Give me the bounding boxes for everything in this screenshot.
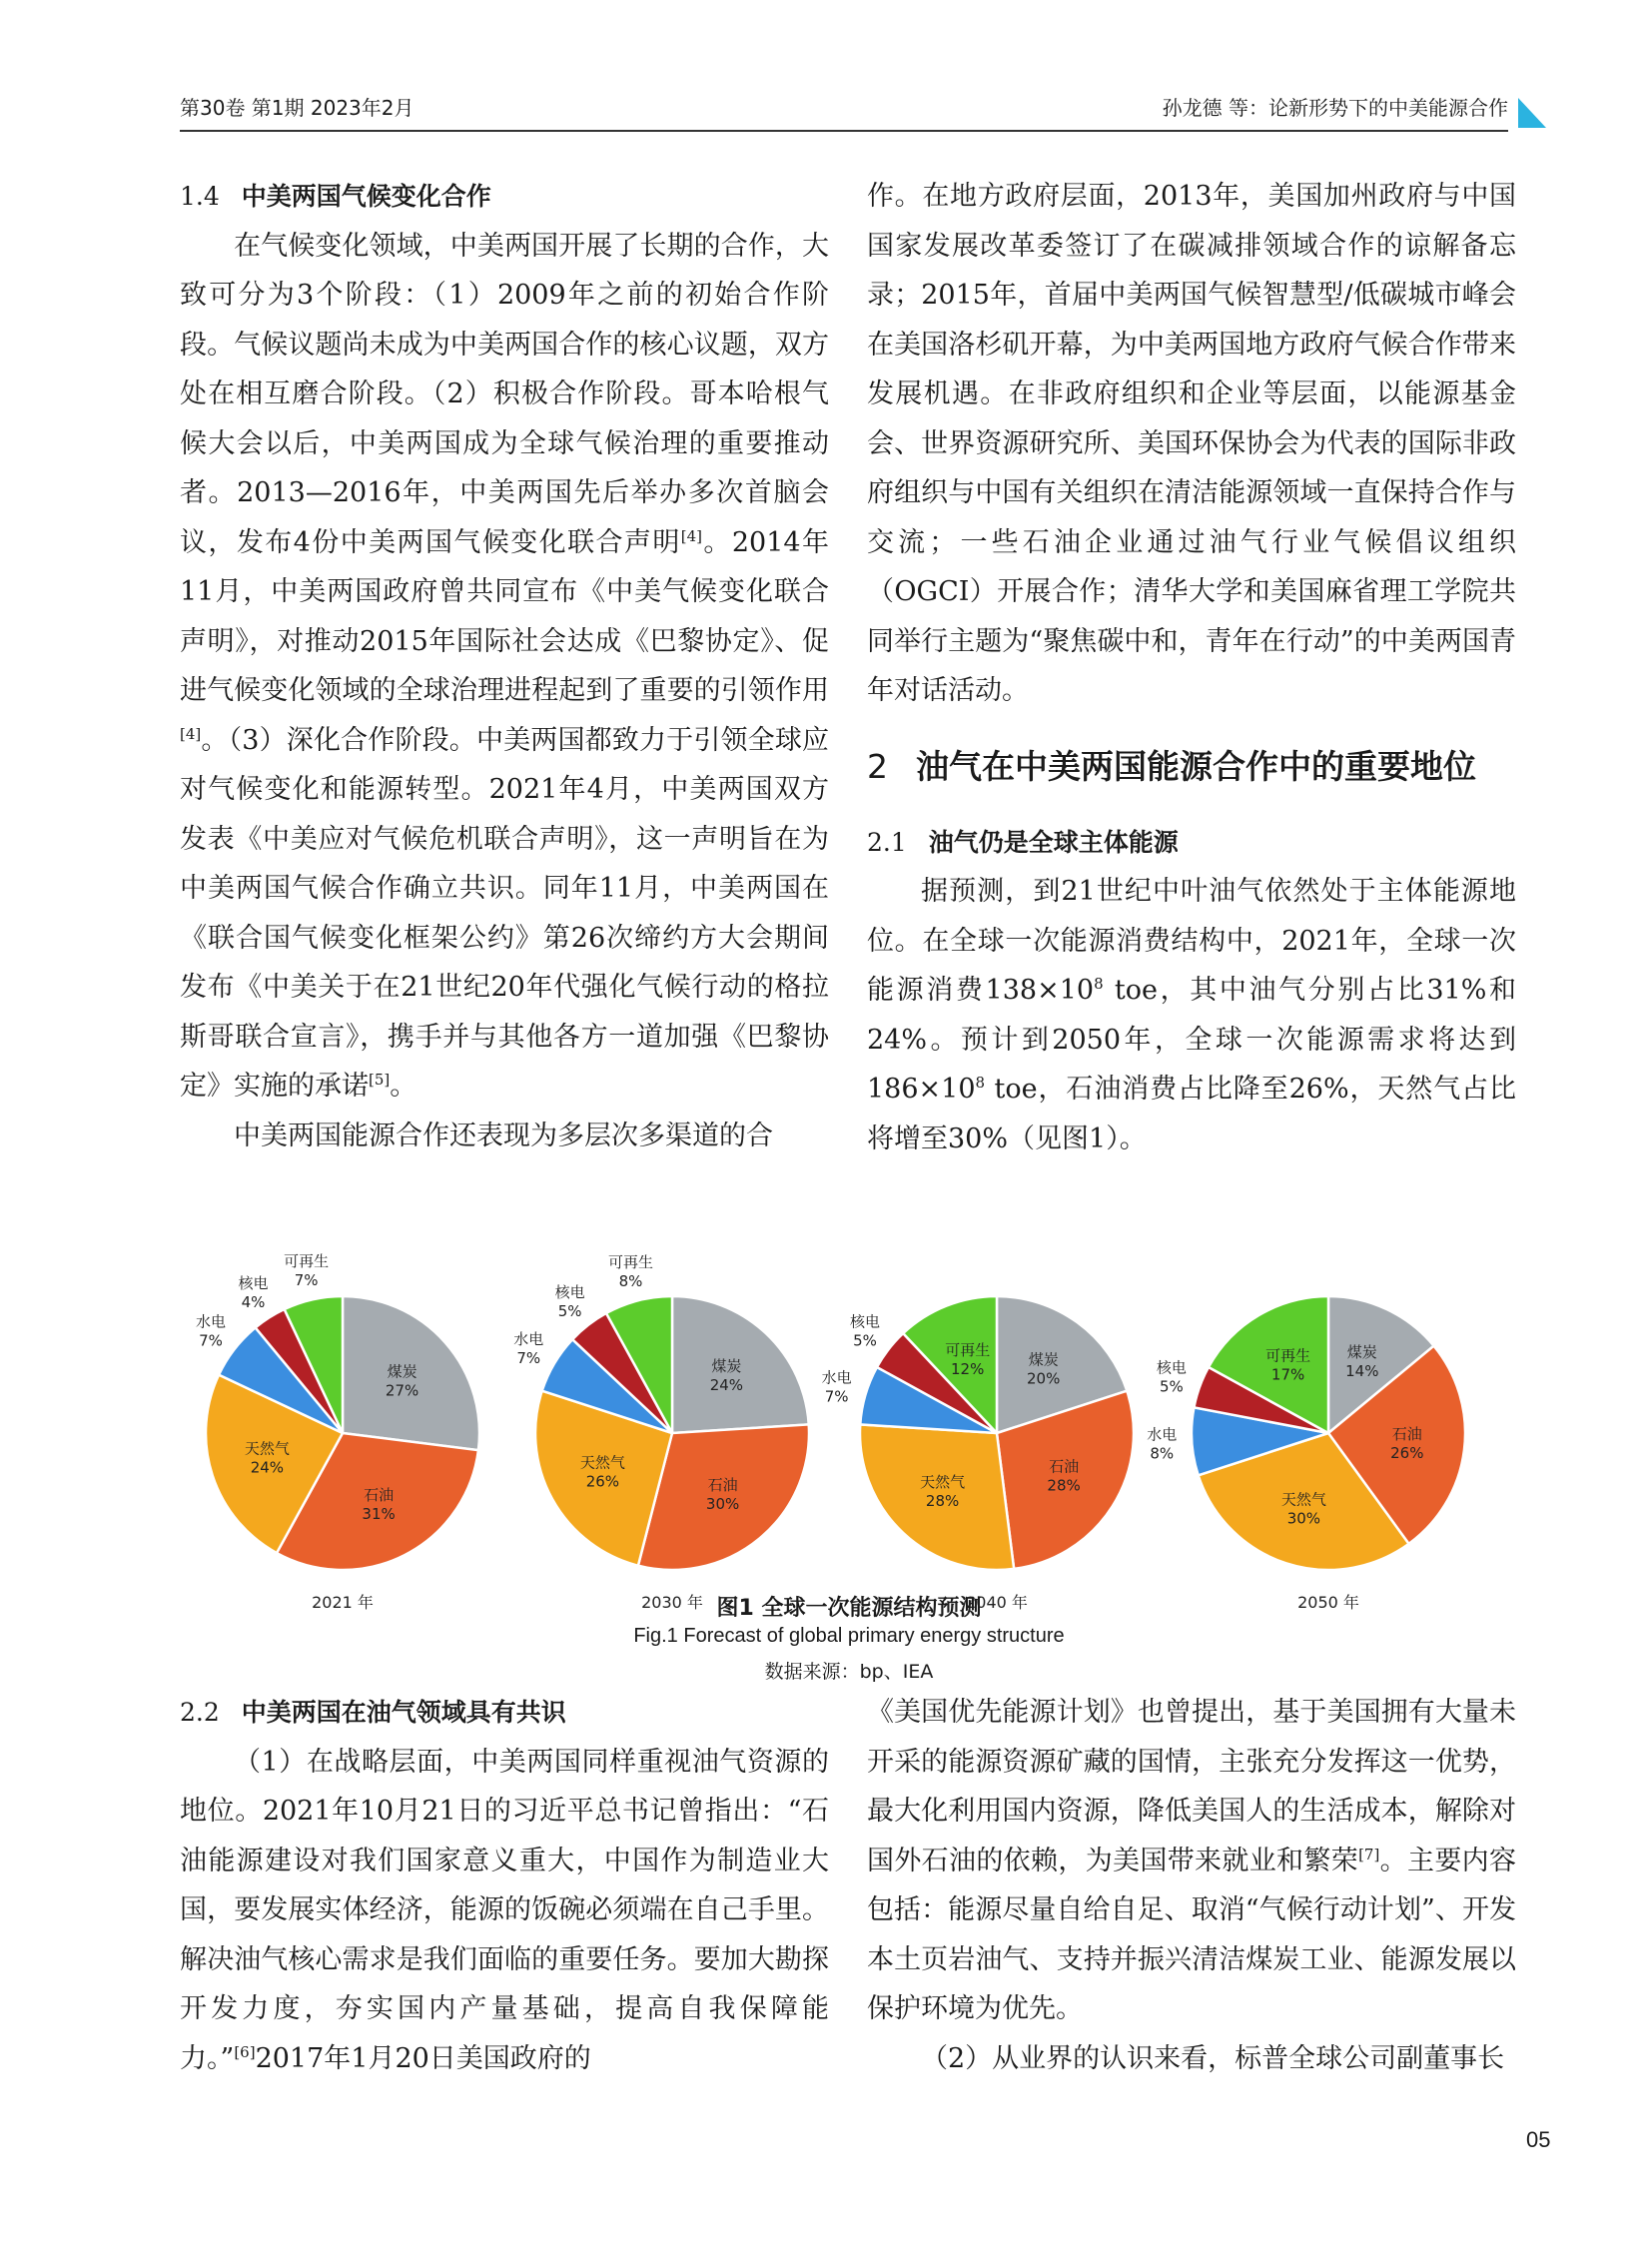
- citation[interactable]: [7]: [1358, 1845, 1380, 1864]
- section-title: 中美两国在油气领域具有共识: [241, 1698, 566, 1727]
- article-running-title: 孙龙德 等：论新形势下的中美能源合作: [1162, 96, 1508, 120]
- pie-chart: [513, 1253, 809, 1612]
- slice-label: 水电 7%: [195, 1312, 227, 1350]
- slice-label: 天然气 24%: [244, 1439, 290, 1477]
- slice-label: 核电 5%: [1156, 1358, 1187, 1396]
- right-column-bottom: [867, 1688, 1516, 2083]
- slice-label: 天然气 26%: [579, 1453, 625, 1491]
- page-number: 05: [1526, 2127, 1551, 2152]
- slice-label: 煤炭 14%: [1345, 1343, 1379, 1381]
- year-label: 2050 年: [1297, 1593, 1359, 1612]
- slice-label: 天然气 28%: [920, 1472, 966, 1510]
- slice-label: 天然气 30%: [1280, 1490, 1326, 1528]
- exponent: 8: [975, 1074, 986, 1092]
- year-label: 2021 年: [312, 1593, 374, 1612]
- citation[interactable]: [5]: [369, 1071, 391, 1089]
- section-2-2-heading: [180, 1688, 829, 1738]
- citation[interactable]: [6]: [234, 2042, 256, 2061]
- slice-label: 石油 30%: [705, 1476, 740, 1514]
- section-2-heading: [867, 742, 1516, 792]
- paragraph: 中美两国能源合作还表现为多层次多渠道的合: [234, 1120, 773, 1151]
- slice-label: 煤炭 27%: [385, 1362, 419, 1400]
- header-corner-triangle: [1518, 98, 1546, 128]
- exponent: 8: [1094, 975, 1104, 993]
- section-number: 2: [867, 746, 888, 786]
- slice-label: 水电 8%: [1147, 1425, 1178, 1463]
- paragraph: 《美国优先能源计划》也曾提出，基于美国拥有大量未开采的能源资源矿藏的国情，主张充分发挥这一优势，最大化利用国内资源，降低美国人的生活成本，解除对国外石油的依赖，为美国带来就业和繁荣[7]。主要内容包括：能源尽量自给自足、取消“气候行动计划”、开发本土页岩油气、支持并振兴清洁煤炭工业、能源发展以保护环境为优先。: [867, 1697, 1517, 2024]
- left-column-top: [180, 172, 829, 1160]
- section-title: 中美两国气候变化合作: [241, 182, 491, 211]
- slice-label: 可再生 12%: [945, 1341, 991, 1379]
- slice-label: 水电 7%: [821, 1368, 852, 1406]
- slice-label: 石油 31%: [362, 1485, 396, 1523]
- left-column-bottom: [180, 1688, 829, 2083]
- running-header: [180, 86, 1508, 132]
- paragraph: 作。在地方政府层面，2013年，美国加州政府与中国国家发展改革委签订了在碳减排领域合作的谅解备忘录；2015年，首届中美两国气候智慧型/低碳城市峰会在美国洛杉矶开幕，为中美两国地方政府气候合作带来发展机遇。在非政府组织和企业等层面，以能源基金会、世界资源研究所、美国环保协会为代表的国际非政府组织与中国有关组织在清洁能源领域一直保持合作与交流；一些石油企业通过油气行业气候倡议组织（OGCI）开展合作；清华大学和美国麻省理工学院共同举行主题为“聚焦碳中和，青年在行动”的中美两国青年对话活动。: [867, 181, 1516, 706]
- slice-label: 石油 26%: [1390, 1425, 1424, 1462]
- paragraph: （2）从业界的认识来看，标普全球公司副董事长: [921, 2042, 1505, 2074]
- section-1-4-heading: [180, 172, 829, 222]
- year-label: 2030 年: [641, 1593, 703, 1612]
- pie-chart: [196, 1252, 479, 1612]
- slice-label: 石油 28%: [1047, 1457, 1081, 1495]
- section-2-1-heading: [867, 818, 1516, 868]
- slice-label: 煤炭 24%: [709, 1357, 744, 1395]
- section-number: 2.1: [867, 827, 907, 857]
- slice-label: 核电 4%: [238, 1274, 269, 1311]
- right-column-top: [867, 172, 1516, 1163]
- slice-label: 煤炭 20%: [1027, 1350, 1061, 1388]
- section-title: 油气仍是全球主体能源: [928, 827, 1179, 857]
- pie-chart: [1147, 1296, 1465, 1612]
- slice-label: 核电 5%: [849, 1312, 881, 1350]
- year-label: 2040 年: [966, 1593, 1028, 1612]
- figure-caption-en: Fig.1 Forecast of global primary energy structure: [633, 1625, 1065, 1647]
- slice-label: 水电 7%: [513, 1330, 544, 1367]
- figure-caption-cn: 图1 全球一次能源结构预测: [716, 1596, 982, 1621]
- section-number: 2.2: [180, 1698, 220, 1727]
- figure-source: 数据来源：bp、IEA: [764, 1661, 934, 1683]
- section-number: 1.4: [180, 182, 220, 211]
- citation[interactable]: [4]: [180, 724, 202, 743]
- slice-label: 可再生 7%: [284, 1252, 330, 1289]
- section-title: 油气在中美两国能源合作中的重要地位: [916, 746, 1476, 786]
- slice-label: 可再生 8%: [607, 1253, 654, 1291]
- pie-chart: [822, 1296, 1134, 1612]
- slice-label: 可再生 17%: [1265, 1346, 1311, 1384]
- paragraph: 据预测，到21世纪中叶油气依然处于主体能源地位。在全球一次能源消费结构中，2021年，全球一次能源消费$138\times 10^8$ toe，其中油气分别占比31%和24%。预计到2050年，全球一次能源需求将达到$186\times 10^8$ toe，石油消费占比降至26%，天然气占比将增至30%（见图1）。: [867, 876, 1516, 1154]
- paragraph: （1）在战略层面，中美两国同样重视油气资源的地位。2021年10月21日的习近平总书记曾指出：“石油能源建设对我们国家意义重大，中国作为制造业大国，要发展实体经济，能源的饭碗必须端在自己手里。解决油气核心需求是我们面临的重要任务。要加大勘探开发力度，夯实国内产量基础，提高自我保障能力。”[6]2017年1月20日美国政府的: [180, 1746, 829, 2074]
- citation[interactable]: [4]: [680, 526, 703, 545]
- slice-label: 核电 5%: [554, 1283, 585, 1320]
- paragraph: 在气候变化领域，中美两国开展了长期的合作，大致可分为3个阶段：（1）2009年之前的初始合作阶段。气候议题尚未成为中美两国合作的核心议题，双方处在相互磨合阶段。（2）积极合作阶段。哥本哈根气候大会以后，中美两国成为全球气候治理的重要推动者。2013—2016年，中美两国先后举办多次首脑会议，发布4份中美两国气候变化联合声明[4]。2014年11月，中美两国政府曾共同宣布《中美气候变化联合声明》，对推动2015年国际社会达成《巴黎协定》、促进气候变化领域的全球治理进程起到了重要的引领作用[4]。（3）深化合作阶段。中美两国都致力于引领全球应对气候变化和能源转型。2021年4月，中美两国双方发表《中美应对气候危机联合声明》，这一声明旨在为中美两国气候合作确立共识。同年11月，中美两国在《联合国气候变化框架公约》第26次缔约方大会期间发布《中美关于在21世纪20年代强化气候行动的格拉斯哥联合宣言》，携手并与其他各方一道加强《巴黎协定》实施的承诺[5]。: [180, 230, 829, 1102]
- journal-issue: 第30卷 第1期 2023年2月: [180, 96, 414, 120]
